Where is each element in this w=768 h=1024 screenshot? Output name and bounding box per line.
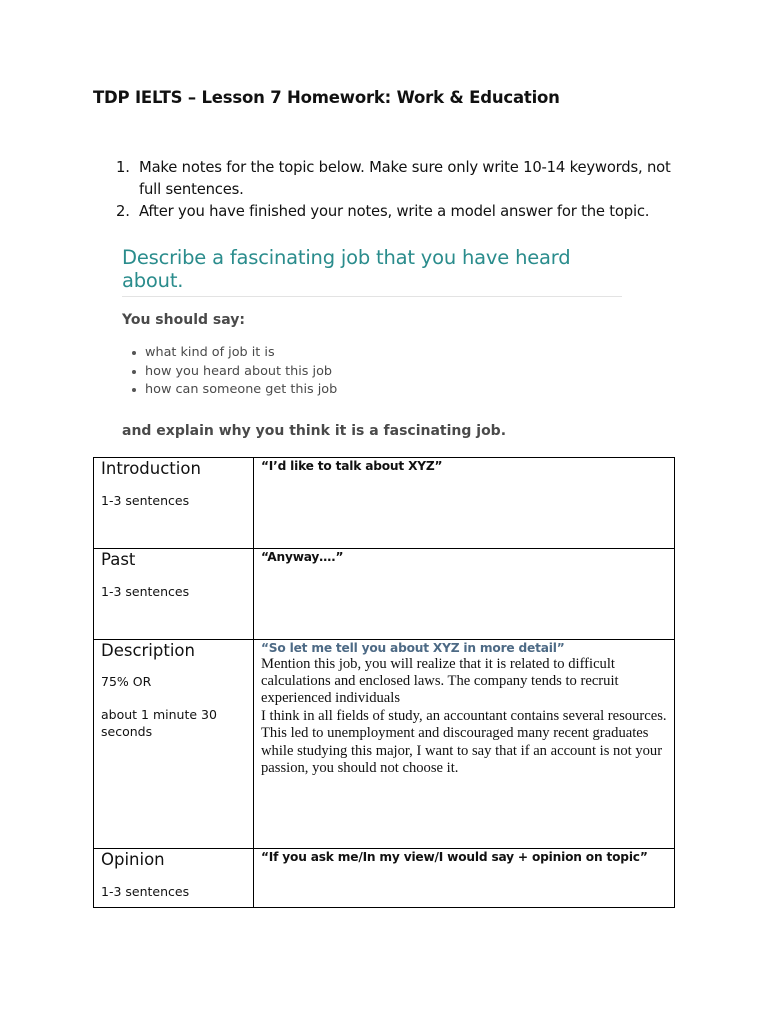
section-label-cell xyxy=(94,458,254,549)
section-note: 75% OR xyxy=(101,674,152,689)
instruction-item xyxy=(116,201,676,223)
prompt-text: what kind of job it is xyxy=(145,345,275,360)
section-label-cell xyxy=(94,849,254,908)
instruction-text: Make notes for the topic below. Make sure only write 10-14 keywords, not full sentences. xyxy=(139,159,671,198)
section-note: 1-3 sentences xyxy=(101,584,190,599)
section-label-cell xyxy=(94,640,254,849)
instruction-text: After you have finished your notes, write a model answer for the topic. xyxy=(139,203,650,220)
document-title: TDP IELTS – Lesson 7 Homework: Work & Education xyxy=(93,88,560,107)
topic-heading: Describe a fascinating job that you have heard about. xyxy=(122,246,622,297)
instruction-number: 2. xyxy=(116,203,130,220)
section-content-cell[interactable] xyxy=(254,849,675,908)
instructions-list xyxy=(116,157,676,223)
answer-line: I think in all fields of study, an accountant contains several resources. This led to unemployment and discouraged many recent graduates xyxy=(261,708,667,741)
table-row xyxy=(94,549,675,640)
answer-plan-table xyxy=(93,457,675,908)
section-note: about 1 minute 30 seconds xyxy=(101,707,217,739)
topic-card xyxy=(122,246,622,439)
section-content-cell[interactable] xyxy=(254,549,675,640)
bullet-icon xyxy=(132,370,136,374)
instruction-item xyxy=(116,157,676,201)
bullet-icon xyxy=(132,351,136,355)
section-prompt-quote: “I’d like to talk about XYZ” xyxy=(261,459,443,473)
prompt-text: how can someone get this job xyxy=(145,382,338,397)
table-row xyxy=(94,458,675,549)
section-prompt-quote: “If you ask me/In my view/I would say + opinion on topic” xyxy=(261,850,648,864)
section-title: Description xyxy=(101,641,195,660)
section-note: 1-3 sentences xyxy=(101,493,190,508)
topic-explain: and explain why you think it is a fascinating job. xyxy=(122,422,507,439)
table-row xyxy=(94,640,675,849)
section-label-cell xyxy=(94,549,254,640)
section-content-cell[interactable] xyxy=(254,640,675,849)
section-content-cell[interactable] xyxy=(254,458,675,549)
topic-prompts xyxy=(122,344,622,400)
answer-line: while studying this major, I want to say that if an account is not your passion, you should not choose it. xyxy=(261,743,663,776)
prompt-item xyxy=(122,363,622,382)
section-prompt-quote: “So let me tell you about XYZ in more detail” xyxy=(261,641,565,655)
section-note: 1-3 sentences xyxy=(101,884,190,899)
answer-line: Mention this job, you will realize that it is related to difficult calculations and enclosed laws. The company tends to recruit experienced individuals xyxy=(261,656,619,706)
prompt-item xyxy=(122,344,622,363)
topic-should-say: You should say: xyxy=(122,312,245,328)
section-title: Introduction xyxy=(101,459,201,478)
section-title: Opinion xyxy=(101,850,165,869)
table-row xyxy=(94,849,675,908)
section-prompt-quote: “Anyway….” xyxy=(261,550,344,564)
instruction-number: 1. xyxy=(116,159,130,176)
section-title: Past xyxy=(101,550,136,569)
prompt-text: how you heard about this job xyxy=(145,363,333,379)
prompt-item xyxy=(122,381,622,400)
bullet-icon xyxy=(132,388,136,392)
